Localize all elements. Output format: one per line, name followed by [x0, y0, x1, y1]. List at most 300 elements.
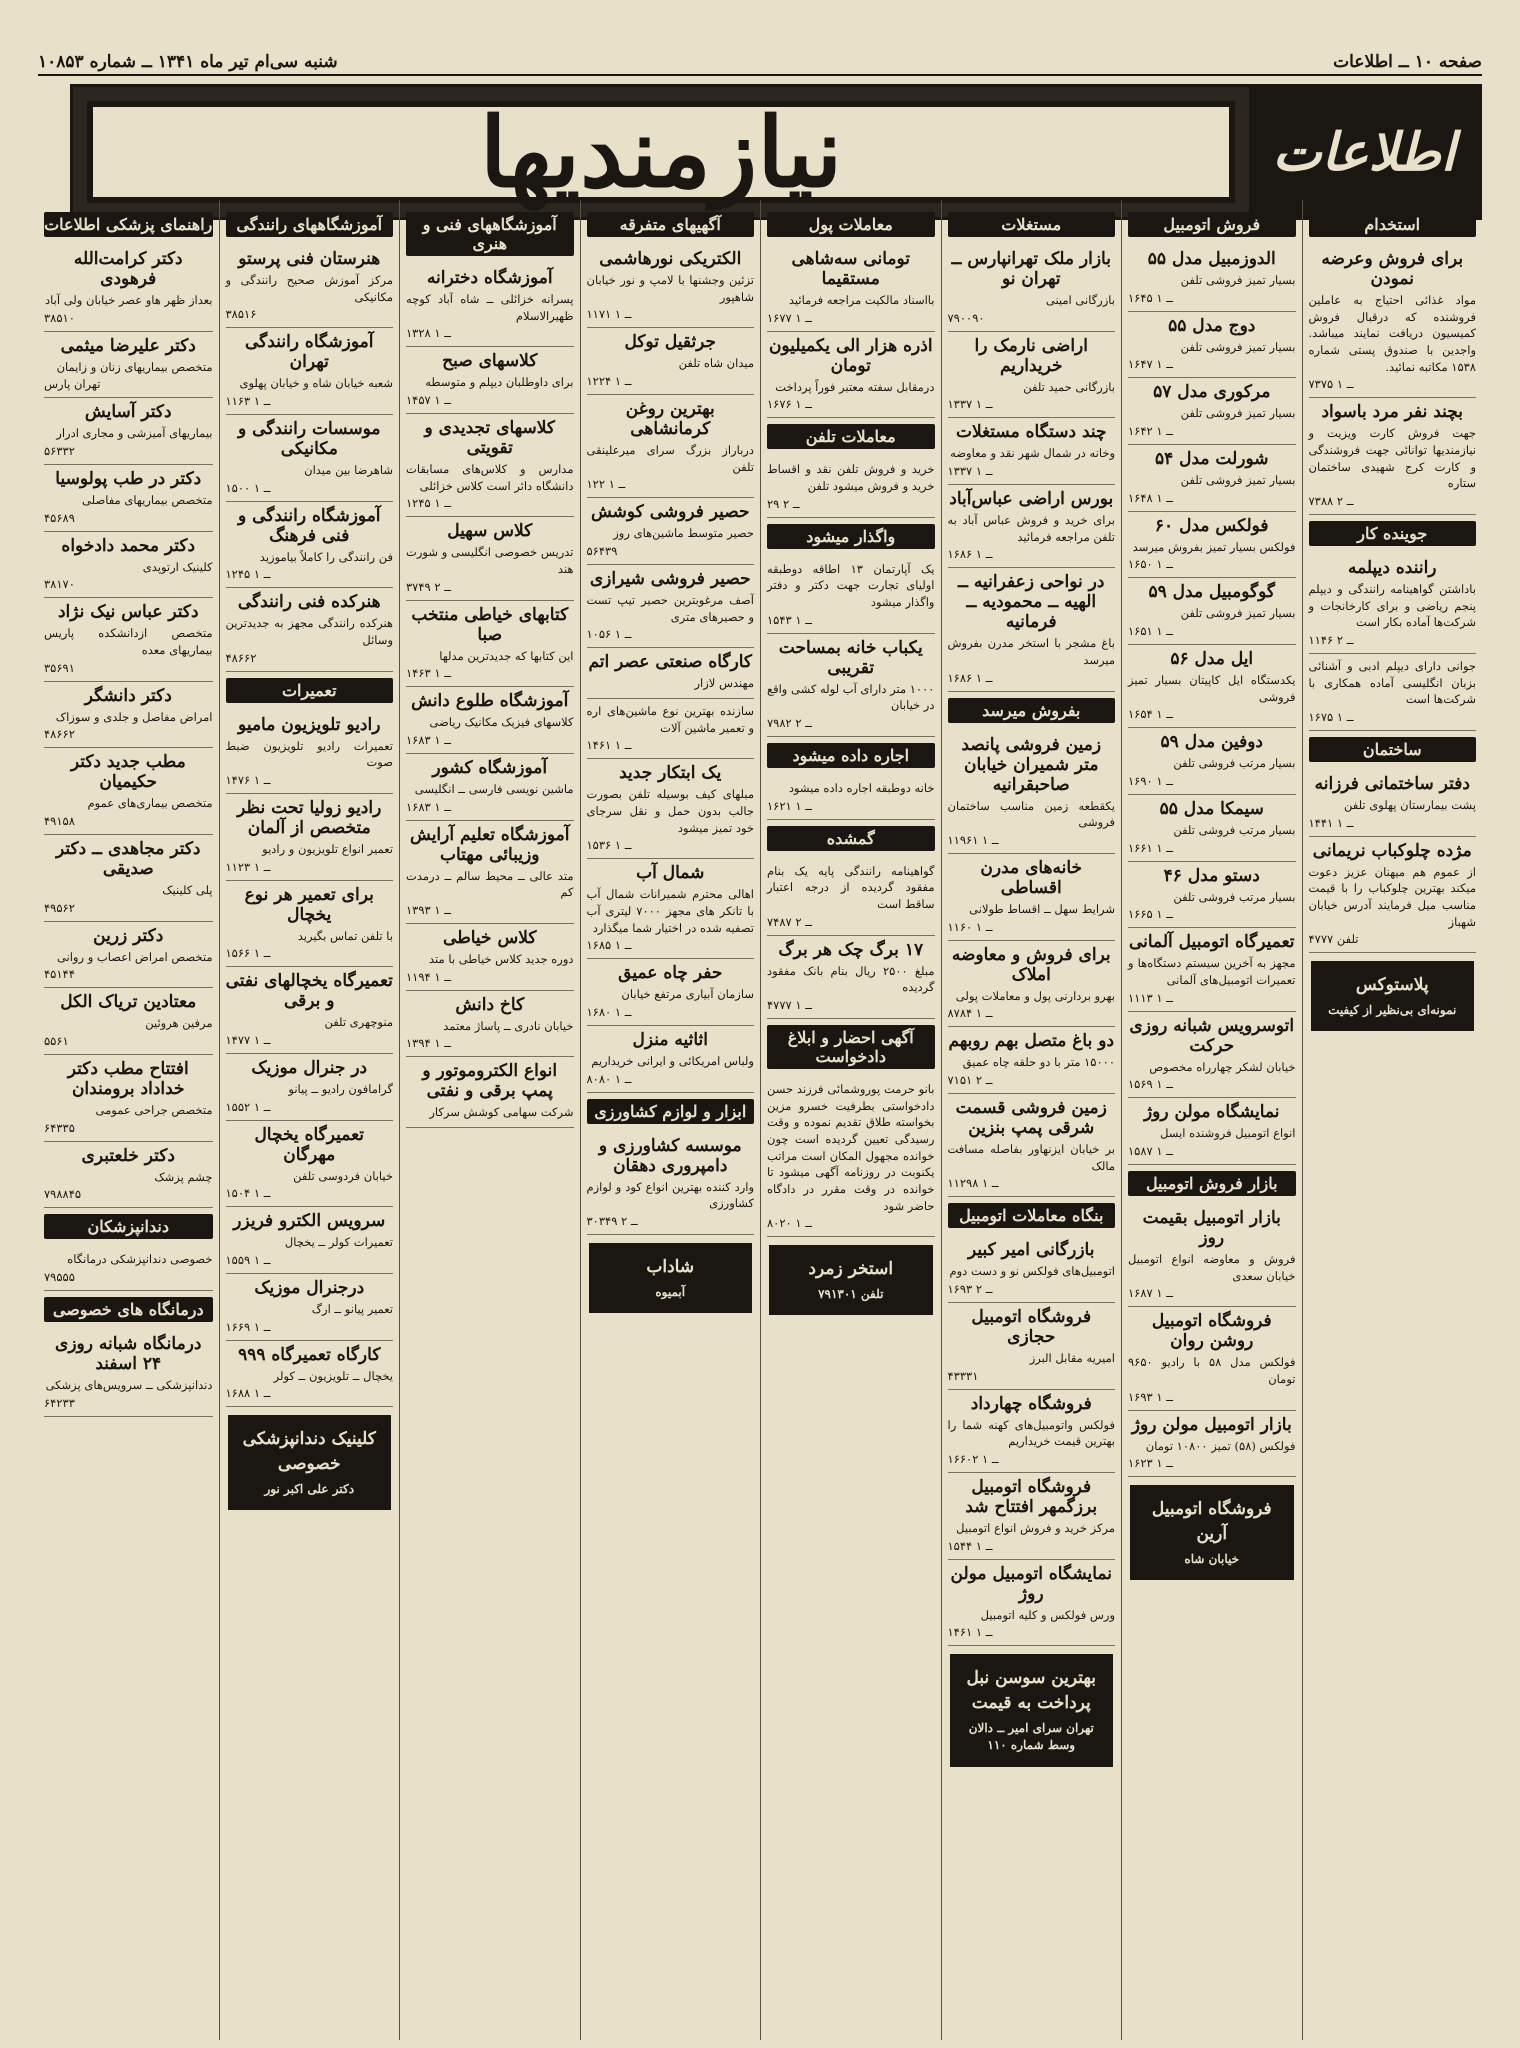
ad-title: فروشگاه اتومبیل حجازی — [971, 1307, 1092, 1348]
classified-ad — [406, 1057, 574, 1128]
ad-title: گوگومبیل مدل ۵۹ — [1148, 582, 1275, 603]
section-heading: اجاره داده میشود — [767, 743, 935, 768]
ad-body: مرکز خرید و فروش انواع اتومبیل — [956, 1521, 1115, 1536]
ad-phone: ۱۶۴۷ ــ ۱ — [1128, 357, 1173, 372]
ad-title: دکتر علیرضا میثمی — [60, 335, 196, 356]
ad-title: رادیو تلویزیون مامیو — [238, 714, 381, 735]
classified-ad — [948, 1390, 1116, 1473]
classified-ad — [767, 245, 935, 332]
classified-ad — [1128, 795, 1296, 862]
classified-ad — [1309, 837, 1477, 954]
ad-phone: ۱۱۶۰ ــ ۱ — [947, 919, 993, 934]
classified-ad — [1309, 245, 1477, 398]
ad-body: بسیار مرتب فروشی تلفن — [1173, 823, 1296, 838]
ad-phone: ۷۹۸۲ ــ ۲ — [767, 716, 812, 731]
ad-body: اتومبیل‌های فولکس نو و دست دوم — [949, 1264, 1115, 1279]
classified-ad — [948, 332, 1116, 419]
ad-title: دکتر کرامت‌الله فرهودی — [73, 249, 183, 289]
ad-phone: ۱۵۸۷ ــ ۱ — [1128, 1144, 1173, 1159]
ad-body: بسیار تمیز فروشی تلفن — [1180, 273, 1296, 287]
ad-body: ۱۵۰۰۰ متر با دو حلقه چاه عمیق — [962, 1055, 1115, 1070]
ad-title: تعمیرگاه یخچالهای نفتی و برقی — [225, 971, 393, 1012]
classified-ad — [226, 1274, 394, 1341]
ad-title: کارگاه تعمیرگاه ۹۹۹ — [238, 1344, 381, 1365]
ad-title: برای تعمیر هر نوع یخچال — [244, 884, 374, 925]
ad-phone: ۱۶۶۵ ــ ۱ — [1128, 907, 1173, 922]
ad-body: مجهز به آخرین سیستم دستگاه‌ها و تعمیرات اتومبیل‌های آلمانی — [1128, 956, 1296, 988]
ad-title: درجنرال موزیک — [254, 1278, 365, 1299]
section-heading: معاملات پول — [767, 212, 935, 237]
ad-body: ماشین نویسی فارسی ــ انگلیسی — [414, 782, 574, 797]
ad-title: حصیر فروشی کوشش — [590, 502, 750, 523]
classified-ad — [44, 532, 213, 599]
ad-body: کلاسهای فیزیک مکانیک ریاضی — [429, 715, 574, 730]
ad-phone: ۱۶۵۴ ــ ۱ — [1128, 707, 1173, 722]
classified-ad — [1128, 578, 1296, 645]
ad-title: شورلت مدل ۵۴ — [1154, 449, 1269, 470]
ad-body: پسرانه خزائلی ــ شاه آباد کوچه ظهیرالاسلام — [406, 292, 574, 323]
section-heading: معاملات تلفن — [767, 424, 935, 449]
ad-phone: ۱۲۴۵ ــ ۱ — [225, 567, 271, 582]
ad-title: بازار ملک تهرانپارس ــ تهران نو — [951, 249, 1111, 289]
ad-phone: تهران پارس — [44, 377, 101, 392]
column-6 — [399, 200, 580, 2040]
ad-body: تعمیرات کولر ــ یخچال — [284, 1235, 393, 1250]
ad-title: دکتر در طب پولوسیا — [55, 469, 202, 490]
ad-body: انواع اتومبیل فروشنده ایسل — [1160, 1126, 1296, 1141]
ad-phone: ۱۶۵۰ ــ ۱ — [1128, 557, 1173, 572]
classified-ad — [587, 648, 755, 699]
ad-body: مبلهای کیف بوسیله تلفن بصورت جالب بدون حمل و نقل سرجای خود تمیز میشود — [586, 787, 754, 835]
display-ad-box — [950, 1654, 1114, 1766]
ad-body: بسیار تمیز فروشی تلفن — [1180, 339, 1296, 354]
ad-phone: ۴۸۶۶۲ — [44, 727, 75, 742]
ad-phone: ۱۵۶۹ ــ ۱ — [1128, 1077, 1173, 1092]
ad-body: بیماریهای آمیزشی و مجاری ادرار — [56, 426, 213, 441]
ad-title: الکتریکی نورهاشمی — [599, 249, 742, 269]
ad-title: کلاسهای تجدیدی و تقویتی — [424, 418, 555, 459]
ad-title: سیمکا مدل ۵۵ — [1159, 799, 1264, 820]
ad-title: رادیو زولیا تحت نظر متخصص از آلمان — [237, 798, 382, 839]
ad-body: متخصص بیماریهای مفاصلی — [82, 493, 213, 508]
ad-body: بعداز ظهر هاو عصر خیابان ولی آباد — [45, 293, 213, 307]
classified-ad — [587, 565, 755, 648]
ad-phone: ۱۳۲۸ ــ ۱ — [406, 326, 451, 341]
ad-body: خانه دوطبقه اجاره داده میشود — [788, 781, 935, 796]
ad-title: نمایشگاه اتومبیل مولن روژ — [950, 1563, 1112, 1604]
ad-title: دکتر خلعتبری — [81, 1145, 175, 1166]
ad-body: متخصص بیماری‌های عموم — [87, 796, 213, 811]
ad-phone: ۷۳۷۵ ــ ۱ — [1308, 377, 1354, 392]
classified-ad — [226, 328, 394, 415]
display-ad-title: فروشگاه اتومبیل آرین — [1151, 1499, 1272, 1545]
ad-phone: ۱۶۴۵ ــ ۱ — [1128, 290, 1173, 305]
ad-body: مدارس و کلاس‌های مسابقات دانشگاه دائر است کلاس خزائلی — [406, 462, 574, 493]
ad-phone: ۱۶۴۸ ــ ۱ — [1128, 490, 1173, 505]
ad-phone: ۸۰۸۰ ــ ۱ — [586, 1071, 632, 1086]
section-heading: ابزار و لوازم کشاورزی — [587, 1099, 755, 1124]
ad-body: گواهینامه رانندگی پایه یک بنام مفقود گردیده از درجه اعتبار ساقط است — [767, 863, 935, 912]
ad-title: آموزشگاه رانندگی و فنی فرهنگ — [237, 505, 381, 546]
ad-body: یکدستگاه ایل کاپیتان بسیار تمیز فروشی — [1128, 673, 1296, 704]
ad-body: مرکز آموزش صحیح رانندگی و مکانیکی — [225, 273, 393, 304]
classified-ad — [587, 1026, 755, 1093]
column-7 — [219, 200, 400, 2040]
ad-phone: ۱۶۹۰ ــ ۱ — [1128, 774, 1173, 789]
classified-ad — [1128, 645, 1296, 728]
classified-ad — [1128, 512, 1296, 579]
ad-title: مطب جدید دکتر حکیمیان — [70, 752, 186, 793]
classified-ad — [44, 598, 213, 681]
ad-body: یک آپارتمان ۱۳ اطاقه دوطبقه اولیای تجارت جهت دکتر و دفتر واگذار میشود — [767, 561, 935, 610]
ad-body: حصیر متوسط ماشین‌های روز — [613, 526, 754, 541]
ad-title: یک ابتکار جدید — [619, 763, 722, 784]
ad-phone: ۱۶۶۰۲ ــ ۱ — [947, 1452, 999, 1467]
classified-ad — [587, 859, 755, 959]
classified-ad — [44, 748, 213, 835]
ad-body: بانو حرمت پوروشمائی فرزند حسن دادخواستی بطرفیت خسرو مزین بخواسته طلاق تقدیم نموده و وقت رسیدگی تعیین گردیده است چون خوانده مجهول المکان است مراتب یکنوبت در روزنامه آگهی میشود تا خوانده در وقت مقرر در دادگاه حاضر شود — [767, 1082, 935, 1213]
display-ad-title: شاداب — [646, 1257, 695, 1278]
ad-phone: ۱۱۷۱ ــ ۱ — [586, 307, 632, 322]
classified-ad — [587, 699, 755, 759]
ad-title: الدوزمبیل مدل ۵۵ — [1147, 249, 1276, 269]
ad-body: جوانی دارای دیپلم ادبی و آشنائی بزبان انگلیسی آماده همکاری با شرکت‌ها است — [1308, 659, 1476, 707]
ad-phone: ۱۴۶۱ ــ ۱ — [586, 738, 632, 753]
ad-title: برای فروش و معاوضه املاک — [951, 944, 1111, 985]
section-heading: فروش اتومبیل — [1128, 212, 1296, 237]
ad-phone: ۱۱۹۴ ــ ۱ — [406, 969, 451, 984]
section-heading: واگذار میشود — [767, 524, 935, 549]
ad-body: تزئین وجشنها با لامپ و نور خیابان شاهپور — [586, 273, 754, 304]
ad-body: پشت بیمارستان پهلوی تلفن — [1344, 798, 1476, 813]
ad-body: مبلغ ۲۵۰۰ ریال بنام بانک مفقود گردیده — [767, 963, 935, 995]
ad-title: آموزشگاه تعلیم آرایش وزیبائی مهتاب — [410, 824, 570, 865]
ad-phone: ۱۶۷۶ ــ ۱ — [767, 397, 812, 412]
ad-body: فولکس واتومبیل‌های کهنه شما را بهترین قیمت خریداریم — [947, 1417, 1115, 1449]
ad-body: باغ مشجر با استخر مدرن بفروش میرسد — [947, 636, 1115, 668]
ad-title: درمانگاه شبانه روزی ۲۴ اسفند — [55, 1334, 202, 1375]
classified-ad — [767, 557, 935, 634]
classified-ad — [44, 1055, 213, 1142]
ad-body: گرامافون رادیو ــ پیانو — [288, 1082, 393, 1097]
ad-title: کاخ دانش — [455, 994, 525, 1015]
classified-ad — [1128, 312, 1296, 379]
ad-title: ایل مدل ۵۶ — [1170, 649, 1254, 670]
classified-ad — [767, 936, 935, 1019]
classified-ad — [226, 794, 394, 881]
classified-ad — [948, 1473, 1116, 1560]
page-header — [38, 50, 1482, 76]
ad-title: در نواحی زعفرانیه ــ الهیه ــ محمودیه ــ فرمانیه — [958, 572, 1105, 633]
ad-title: هنرکده فنی رانندگی — [237, 592, 381, 613]
display-ad-box — [589, 1243, 753, 1313]
ad-phone: ۶۴۲۳۳ — [44, 1395, 75, 1410]
display-ad-subtitle: دکتر علی اکبر نور — [264, 1481, 355, 1496]
classified-ad — [1128, 245, 1296, 312]
ad-phone: ۱۱۲۳ ــ ۱ — [225, 859, 271, 874]
ad-phone: ۱۶۲۱ ــ ۱ — [767, 798, 812, 813]
ad-body: متخصص بیماریهای زنان و زایمان — [56, 359, 213, 374]
ad-body: فروش و معاوضه انواع اتومبیل خیابان سعدی — [1128, 1252, 1296, 1283]
ad-body: شعبه خیابان شاه و خیابان پهلوی — [239, 376, 393, 391]
ad-phone: ۱۶۶۱ ــ ۱ — [1128, 840, 1173, 855]
ad-body: برای خرید و فروش عباس آباد به تلفن مراجعه فرمائید — [947, 513, 1115, 544]
ad-phone: ۱۳۳۷ ــ ۱ — [947, 464, 993, 479]
ad-title: فروشگاه اتومبیل روشن روان — [1151, 1311, 1272, 1352]
section-heading: بنگاه معاملات اتومبیل — [948, 1203, 1116, 1228]
classified-ad — [767, 332, 935, 419]
section-heading: تعمیرات — [226, 678, 394, 703]
ad-phone: ۱۶۸۶ ــ ۱ — [947, 670, 993, 685]
ad-title: مژده چلوکباب نریمانی — [1312, 840, 1472, 861]
classified-ad — [226, 711, 394, 794]
ad-phone: ۱۴۵۷ ــ ۱ — [406, 393, 451, 408]
ad-title: اراضی نارمک را خریداریم — [974, 335, 1088, 376]
display-ad-subtitle: خیابان شاه — [1184, 1551, 1240, 1566]
classified-ad — [406, 517, 574, 600]
ad-title: سرویس الکترو فریزر — [233, 1211, 386, 1232]
ad-phone: ۱۶۴۲ ــ ۱ — [1128, 424, 1173, 439]
ad-body: بازرگانی حمید تلفن — [1023, 379, 1115, 394]
column-1 — [1302, 200, 1483, 2040]
ad-body: خیابان فردوسی تلفن — [293, 1168, 393, 1183]
ad-phone: ۱۵۰۰ ــ ۱ — [225, 480, 271, 495]
classified-ad — [406, 264, 574, 347]
ad-phone: ۱۵۰۴ ــ ۱ — [225, 1186, 271, 1201]
ad-title: نمایشگاه مولن روژ — [1143, 1102, 1280, 1123]
ad-body: کلینیک ارتوپدی — [142, 559, 213, 574]
ad-phone: ۱۶۸۷ ــ ۱ — [1128, 1286, 1173, 1301]
ad-title: بورس اراضی عباس‌آباد — [949, 489, 1114, 510]
ad-title: افتتاح مطب دکتر خداداد برومندان — [67, 1059, 189, 1100]
ad-title: تومانی سه‌شاهی مستقیما — [791, 249, 911, 289]
classified-ad — [226, 588, 394, 671]
issue-date: شنبه سی‌ام تیر ماه ۱۳۴۱ ــ شماره ۱۰۸۵۳ — [38, 52, 338, 72]
ad-body: متخصص ازدانشکده پاریس بیماریهای معده — [44, 626, 213, 658]
ad-title: زمین فروشی قسمت شرقی پمپ بنزین — [955, 1098, 1107, 1139]
display-ad-box — [1311, 961, 1475, 1031]
ad-body: تعمیرات رادیو تلویزیون ضبط صوت — [225, 738, 393, 770]
masthead-title: نیازمندیها — [87, 101, 1235, 203]
ad-body: خصوصی دندانپزشکی درمانگاه — [67, 1252, 213, 1267]
ad-phone: ۱۳۹۳ ــ ۱ — [406, 903, 451, 918]
ad-phone: ۱۱۶۳ ــ ۱ — [225, 394, 271, 409]
section-heading: دندانپزشکان — [44, 1214, 213, 1239]
display-ad-subtitle: نمونه‌ای بی‌نظیر از کیفیت — [1328, 1003, 1457, 1018]
section-heading: ساختمان — [1309, 737, 1477, 762]
ad-phone: ۱۶۸۶ ــ ۱ — [947, 547, 993, 562]
classified-ad — [948, 731, 1116, 854]
page-label: صفحه ۱۰ ــ اطلاعات — [1333, 52, 1482, 72]
ad-phone: ۱۶۷۵ ــ ۱ — [1308, 710, 1354, 725]
ad-body: جهت فروش کارت ویزیت و نیازمندیها توانائی جهت فروشندگی و کارت کرج شهیدی ساختمان ستاره — [1308, 426, 1476, 491]
ad-phone: ۱۶۸۳ ــ ۱ — [406, 799, 451, 814]
classified-ad — [587, 759, 755, 859]
ad-body: فولکس بسیار تمیز بفروش میرسد — [1132, 539, 1296, 554]
classified-ad — [767, 457, 935, 517]
classified-ad — [406, 991, 574, 1058]
classified-ad — [226, 1207, 394, 1274]
ad-body: بسیار تمیز فروشی تلفن — [1180, 473, 1296, 488]
classified-ad — [406, 414, 574, 517]
classified-ad — [948, 568, 1116, 691]
classified-ad — [44, 1142, 213, 1209]
ad-body: وخانه در شمال شهر نقد و معاوضه — [950, 446, 1115, 461]
section-heading: استخدام — [1309, 212, 1477, 237]
ad-body: مواد غذائی احتیاج به عاملین فروشنده که درقبال فروش کمیسیون دریافت نمایند میباشد. واجدین با صندوق پستی شماره ۱۵۳۸ مکاتبه نمائید. — [1308, 293, 1476, 374]
classified-ad — [767, 634, 935, 737]
ad-body: سازمان آبیاری مرتفع خیابان — [621, 987, 754, 1002]
classified-ad — [587, 1132, 755, 1235]
ad-phone: ۳۵۶۹۱ — [44, 660, 75, 675]
ad-phone: ۱۶۸۸ ــ ۱ — [225, 1386, 271, 1401]
classified-ad — [44, 465, 213, 532]
ad-body: فن رانندگی را کاملاً بیاموزید — [259, 549, 393, 564]
ad-body: از عموم هم میهنان عزیز دعوت میکند بهترین چلوکباب را با قیمت مناسب میل فرمایند آدرس خیابان شهباز — [1308, 864, 1476, 929]
ad-body: خیابان لشکر چهارراه مخصوص — [1149, 1059, 1296, 1074]
ad-phone: ۴۵۶۸۹ — [44, 510, 75, 525]
ad-phone: ۱۰۵۶ ــ ۱ — [586, 627, 632, 642]
ad-body: متخصص جراحی عمومی — [95, 1103, 213, 1118]
column-3 — [941, 200, 1122, 2040]
classified-ad — [1128, 862, 1296, 929]
ad-title: موسسه کشاورزی و دامپروری دهقان — [598, 1135, 742, 1176]
ad-phone: ۱۳۳۷ ــ ۱ — [947, 397, 993, 412]
ad-title: اذره هزار الی یکمیلیون تومان — [768, 335, 933, 376]
ad-body: بر خیابان ایزنهاور بفاصله مسافت مالک — [947, 1142, 1115, 1173]
ad-phone: ۱۴۶۱ ــ ۱ — [947, 1625, 993, 1640]
classified-ad — [44, 1330, 213, 1417]
classified-ad — [948, 1236, 1116, 1303]
ad-phone: ۱۴۶۳ ــ ۱ — [406, 666, 451, 681]
classified-ad — [406, 924, 574, 991]
ad-title: موسسات رانندگی و مکانیکی — [237, 419, 381, 460]
ad-phone: ۲۹ ــ ۲ — [767, 496, 800, 511]
column-2 — [1121, 200, 1302, 2040]
display-ad-title: پلاستوکس — [1355, 975, 1429, 996]
display-ad-title: استخر زمرد — [808, 1259, 894, 1280]
ad-phone: ۴۷۷۷ ــ ۱ — [767, 998, 812, 1013]
classified-ad — [587, 959, 755, 1026]
classified-ad — [44, 245, 213, 332]
ad-body: بسیار تمیز فروشی تلفن — [1180, 406, 1296, 421]
ad-phone: ۳۸۵۱۰ — [44, 310, 75, 325]
ad-body: برای داوطلبان دیپلم و متوسطه — [425, 375, 574, 390]
classified-ad — [44, 1247, 213, 1291]
classified-ad — [226, 1121, 394, 1208]
classified-ad — [1128, 1307, 1296, 1410]
ad-phone: ۶۴۳۳۵ — [44, 1120, 75, 1135]
ad-title: دو باغ متصل بهم روبهم — [948, 1031, 1115, 1052]
classified-columns — [38, 200, 1482, 2040]
ad-title: معتادین تریاک الکل — [60, 992, 197, 1013]
ad-phone: ۱۶۷۷ ــ ۱ — [767, 310, 812, 325]
ad-title: آموزشگاه دخترانه — [426, 268, 553, 288]
ad-title: دوفین مدل ۵۹ — [1160, 732, 1263, 753]
ad-phone: ۷۳۸۸ ــ ۲ — [1308, 494, 1354, 509]
ad-body: سازنده بهترین نوع ماشین‌های اره و تعمیر ماشین آلات — [586, 704, 754, 735]
classified-ad — [406, 687, 574, 754]
section-heading: راهنمای پزشکی اطلاعات — [44, 212, 213, 237]
ad-title: مرکوری مدل ۵۷ — [1153, 382, 1271, 403]
ad-title: دکتر مجاهدی ــ دکتر صدیقی — [55, 839, 201, 880]
ad-body: آصف مرغوبترین حصیر تیپ تست و حصیرهای متری — [586, 593, 754, 624]
ad-body: هنرکده رانندگی مجهز به جدیدترین وسائل — [225, 616, 393, 648]
ad-phone: ۴۳۳۳۱ — [947, 1368, 979, 1383]
section-heading: مستغلات — [948, 212, 1116, 237]
classified-ad — [948, 1094, 1116, 1197]
ad-title: آموزشگاه رانندگی تهران — [245, 332, 374, 373]
ad-phone: ۱۲۴۵ ــ ۱ — [406, 496, 451, 511]
classified-ad — [1128, 1098, 1296, 1165]
ad-body: درباراز بزرگ سرای میرعلینقی تلفن — [586, 443, 754, 474]
ad-phone: ۸۷۸۴ ــ ۱ — [947, 1006, 993, 1021]
ad-body: متد عالی ــ محیط سالم ــ درمدت کم — [406, 868, 574, 900]
ad-body: بهرو بردارنی پول و معاملات پولی — [955, 988, 1115, 1003]
ad-title: کلاس خیاطی — [443, 928, 537, 949]
classified-ad — [226, 502, 394, 589]
ad-body: خیابان نادری ــ پاساژ معتمد — [443, 1018, 574, 1033]
ad-body: بسیار تمیز فروشی تلفن — [1180, 606, 1296, 621]
ad-phone: ۱۶۸۳ ــ ۱ — [406, 733, 451, 748]
ad-phone: ۱۶۹۳ ــ ۱ — [1128, 1389, 1173, 1404]
ad-title: کتابهای خیاطی منتخب صبا — [411, 604, 569, 645]
ad-phone: ۴۸۶۶۲ — [225, 650, 257, 665]
ad-title: شمال آب — [636, 863, 705, 884]
ad-phone: ۱۵۵۲ ــ ۱ — [225, 1099, 271, 1114]
classified-ad — [1128, 928, 1296, 1011]
classified-ad — [587, 498, 755, 565]
classified-ad — [44, 988, 213, 1055]
ad-phone: ۳۰۳۴۹ ــ ۲ — [586, 1214, 638, 1229]
ad-phone: ۱۶۸۰ ــ ۱ — [586, 1005, 632, 1020]
ad-body: ۱۰۰۰ متر دارای آب لوله کشی واقع در خیابان — [766, 681, 935, 713]
column-8 — [38, 200, 219, 2040]
column-4 — [760, 200, 941, 2040]
ad-title: کلاس سهیل — [447, 521, 533, 542]
ad-body: میدان شاه تلفن — [678, 356, 754, 371]
ad-title: آموزشگاه طلوع دانش — [411, 691, 569, 712]
ad-title: فروشگاه چهارداد — [970, 1393, 1092, 1414]
ad-body: شرکت سهامی کوشش سرکار — [429, 1105, 574, 1120]
ad-phone: ۸۰۲۰ ــ ۱ — [767, 1216, 812, 1231]
classified-ad — [226, 967, 394, 1054]
classified-ad — [587, 395, 755, 498]
classified-ad — [1309, 398, 1477, 515]
ad-body: امیریه مقابل البرز — [1029, 1351, 1115, 1366]
ad-phone: ۱۵۵۹ ــ ۱ — [225, 1253, 271, 1268]
display-ad-subtitle: آبمیوه — [655, 1284, 686, 1299]
ad-title: بچند نفر مرد باسواد — [1321, 402, 1463, 423]
classified-ad — [1309, 554, 1477, 654]
classified-ad — [44, 332, 213, 399]
classified-ad — [226, 881, 394, 968]
classified-ad — [948, 245, 1116, 332]
ad-title: بازار اتومبیل بقیمت روز — [1142, 1208, 1281, 1249]
classified-ad — [1309, 770, 1477, 837]
display-ad-subtitle: تلفن ۷۹۱۳۰۱ — [818, 1287, 884, 1302]
ad-body: بااسناد مالکیت مراجعه فرمائید — [788, 293, 935, 307]
classified-ad — [1309, 654, 1477, 731]
classified-ad — [44, 922, 213, 989]
ad-phone: ۳۸۱۷۰ — [44, 577, 75, 592]
section-heading: جوینده کار — [1309, 521, 1477, 546]
ad-title: بهترین روغن کرمانشاهی — [625, 399, 715, 440]
ad-body: تعمیر انواع تلویزیون و رادیو — [262, 842, 393, 857]
ad-title: جرثقیل توکل — [624, 332, 717, 353]
ad-body: مهندس لازار — [694, 676, 754, 691]
classified-ad — [1128, 1411, 1296, 1478]
